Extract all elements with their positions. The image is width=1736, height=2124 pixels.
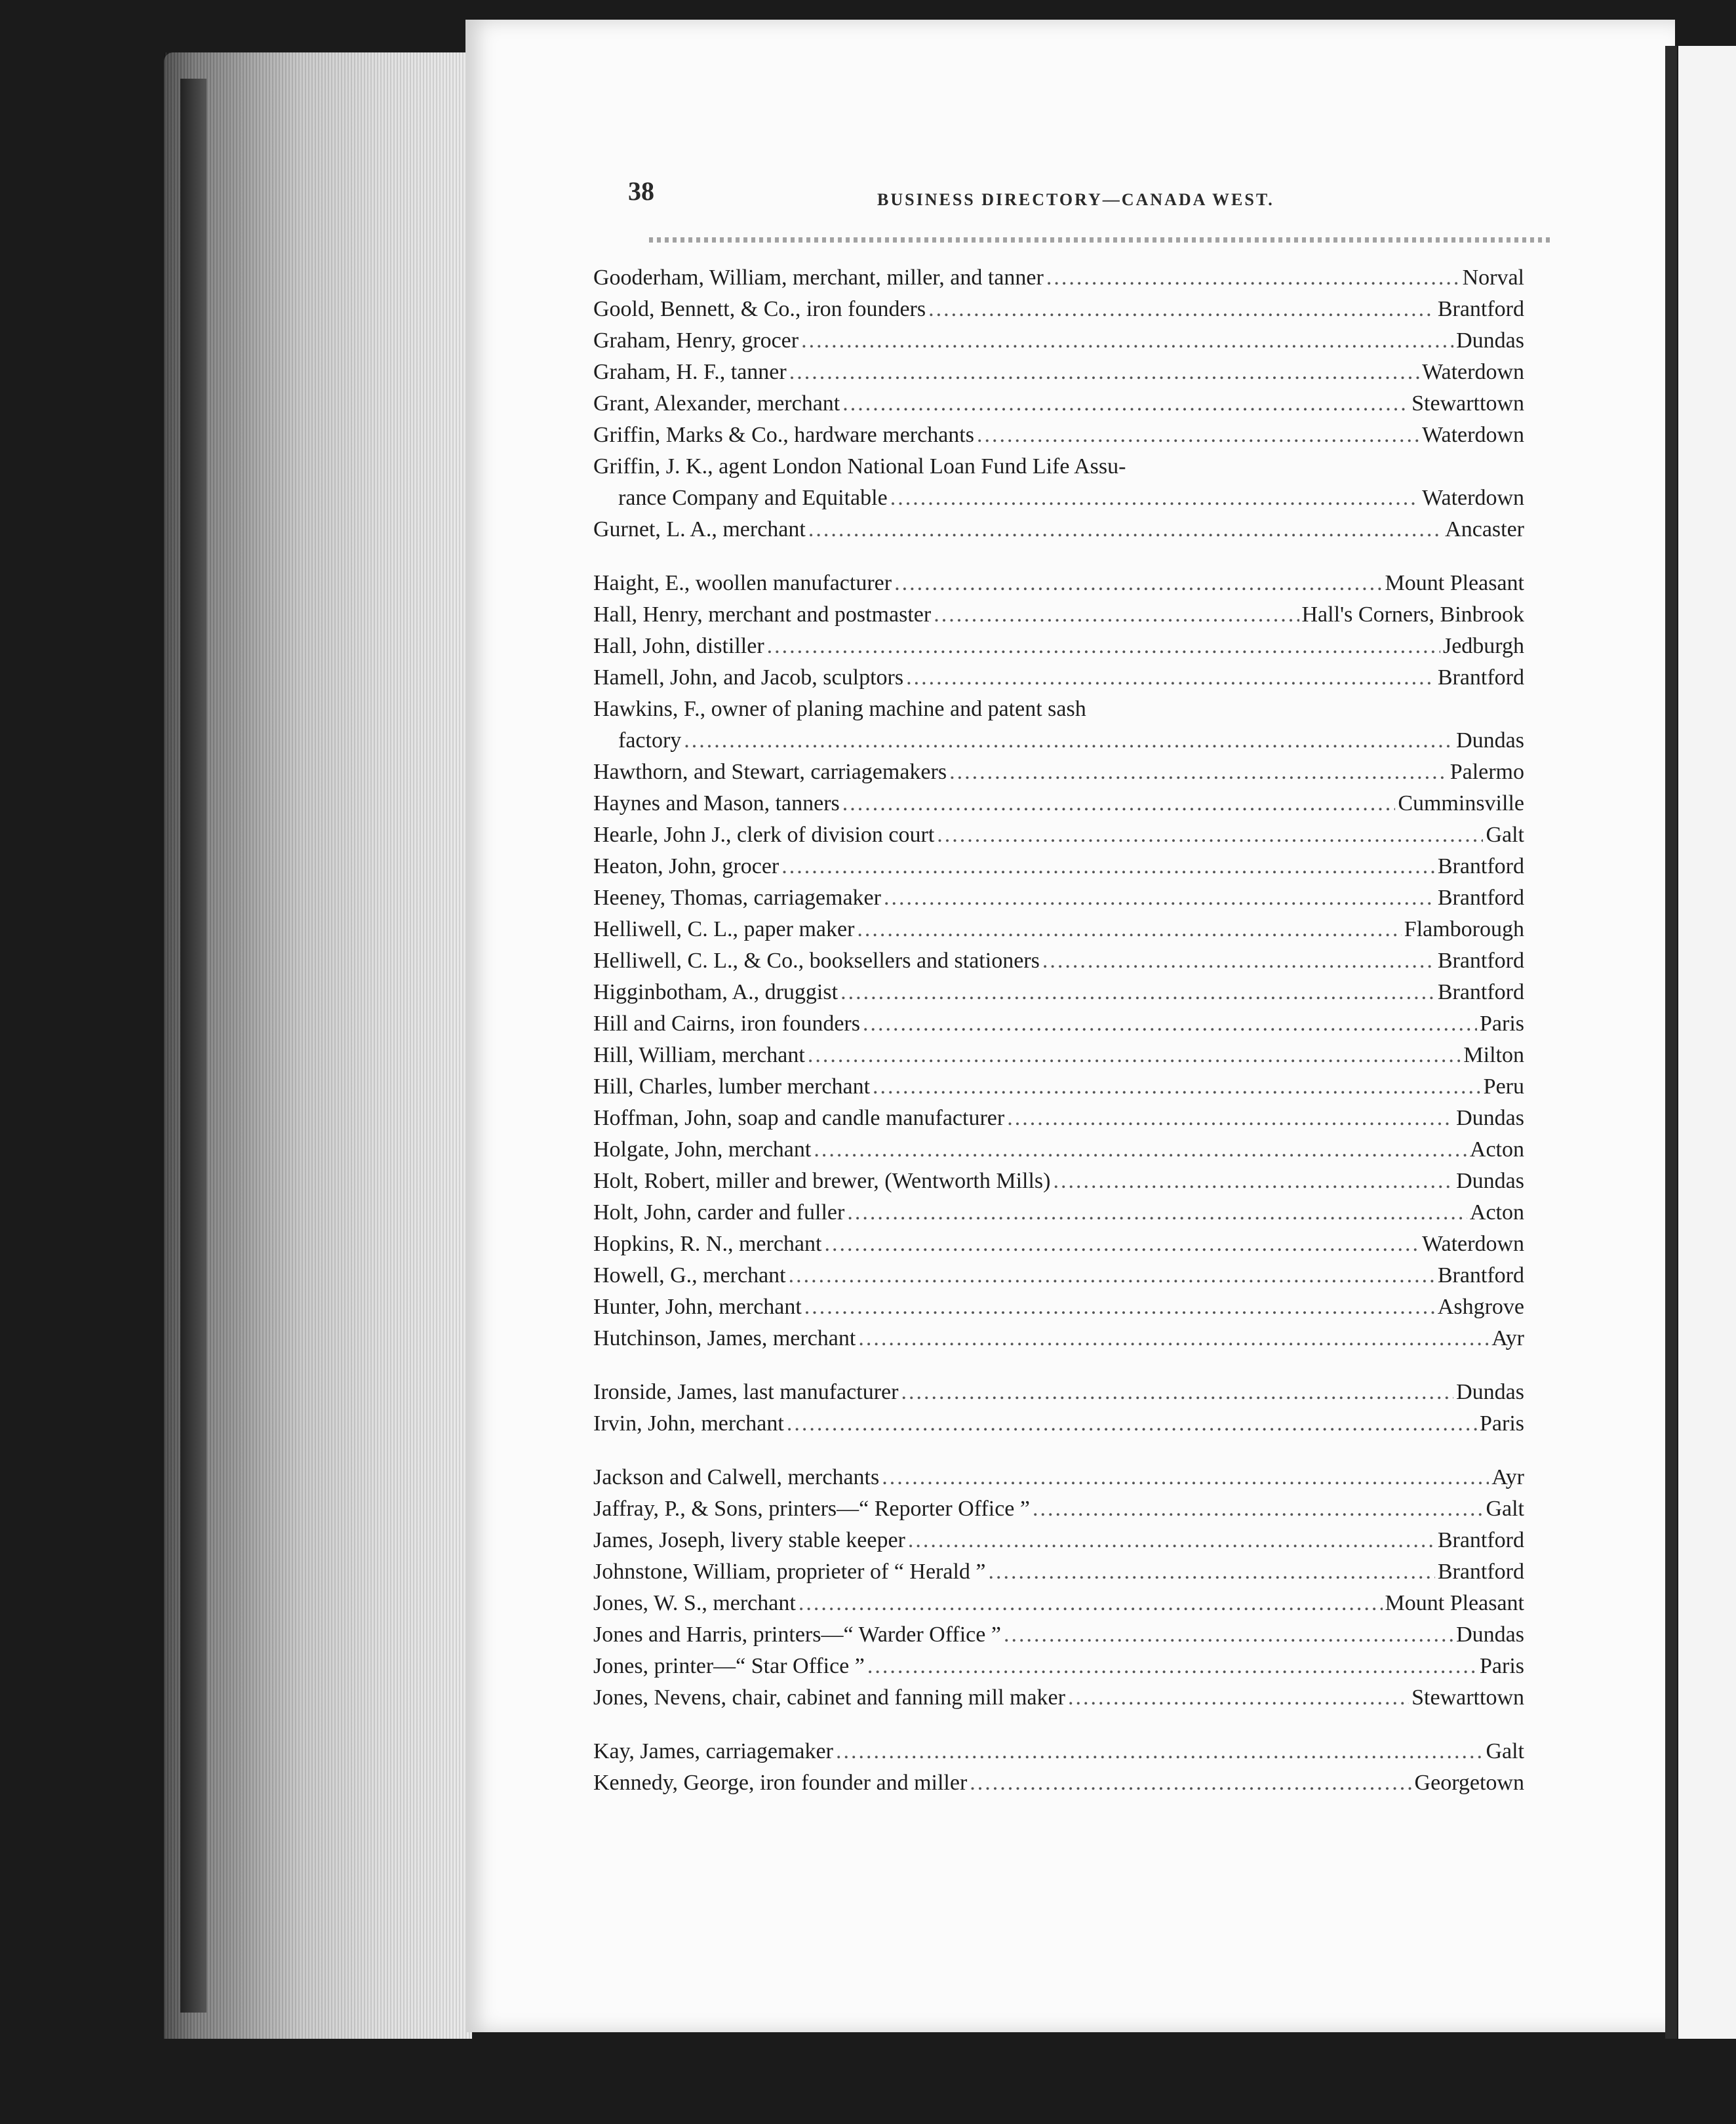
entry-name: Goold, Bennett, & Co., iron founders <box>593 297 926 321</box>
entry-name: Graham, Henry, grocer <box>593 328 799 353</box>
leader-dots <box>808 1040 1461 1071</box>
list-item <box>593 1103 1524 1134</box>
leader-dots <box>799 1588 1383 1619</box>
entry-place: Georgetown <box>1414 1771 1524 1795</box>
entry-place: Ancaster <box>1445 517 1524 541</box>
entry-place: Paris <box>1480 1012 1524 1036</box>
entry-place: Dundas <box>1456 728 1524 753</box>
entry-name: Hawthorn, and Stewart, carriagemakers <box>593 760 947 784</box>
leader-dots <box>882 1462 1489 1493</box>
list-item <box>593 1071 1524 1103</box>
entry-name: Higginbotham, A., druggist <box>593 980 838 1004</box>
entry-name: Grant, Alexander, merchant <box>593 391 840 416</box>
leader-dots <box>934 599 1299 631</box>
page-gutter <box>1665 46 1677 2039</box>
list-item <box>593 1493 1524 1525</box>
entry-name: Holgate, John, merchant <box>593 1137 812 1162</box>
entry-name: Jones, printer—“ Star Office ” <box>593 1654 865 1678</box>
entry-place: Ayr <box>1491 1465 1524 1489</box>
entry-name: Hunter, John, merchant <box>593 1295 802 1319</box>
entry-place: Galt <box>1486 1739 1524 1763</box>
entry-place: Acton <box>1469 1200 1524 1225</box>
list-item <box>593 294 1524 325</box>
list-item <box>593 388 1524 420</box>
entry-place: Brantford <box>1437 1263 1524 1288</box>
leader-dots <box>1042 945 1435 977</box>
leader-dots <box>989 1556 1435 1588</box>
leader-dots <box>814 1134 1467 1166</box>
leader-dots <box>890 482 1419 514</box>
list-item <box>593 1462 1524 1493</box>
entry-place: Brantford <box>1437 1560 1524 1584</box>
list-item <box>593 1619 1524 1651</box>
leader-dots <box>1068 1682 1409 1714</box>
entry-place: Brantford <box>1437 665 1524 690</box>
entry-place: Waterdown <box>1422 1232 1524 1256</box>
list-item <box>593 1323 1524 1354</box>
entry-name: James, Joseph, livery stable keeper <box>593 1528 905 1552</box>
entry-name: factory <box>618 728 682 753</box>
leader-dots <box>928 294 1435 325</box>
list-item <box>593 514 1524 545</box>
list-item <box>593 851 1524 882</box>
page-number: 38 <box>628 176 654 206</box>
leader-dots <box>801 325 1453 357</box>
entry-name: Gurnet, L. A., merchant <box>593 517 806 541</box>
entry-place: Cumminsville <box>1398 791 1524 816</box>
entry-name: Johnstone, William, proprieter of “ Herald ” <box>593 1560 986 1584</box>
list-item <box>593 1588 1524 1619</box>
entry-place: Dundas <box>1456 1622 1524 1647</box>
leader-dots <box>804 1291 1435 1323</box>
spine-shadow <box>180 79 207 2013</box>
entry-place: Ayr <box>1491 1326 1524 1350</box>
leader-dots <box>867 1651 1477 1682</box>
header-rule <box>649 237 1554 243</box>
entry-name: Howell, G., merchant <box>593 1263 786 1288</box>
section-gap <box>593 545 1524 568</box>
list-item <box>593 914 1524 945</box>
leader-dots <box>847 1197 1467 1229</box>
leader-dots <box>857 914 1401 945</box>
list-item <box>593 1166 1524 1197</box>
entry-place: Paris <box>1480 1654 1524 1678</box>
entry-name: Jackson and Calwell, merchants <box>593 1465 880 1489</box>
leader-dots <box>1033 1493 1483 1525</box>
entry-place: Norval <box>1462 266 1524 290</box>
entry-name: Haynes and Mason, tanners <box>593 791 840 816</box>
leader-dots <box>901 1377 1453 1408</box>
entry-name: Hamell, John, and Jacob, sculptors <box>593 665 904 690</box>
facing-page <box>1678 46 1736 2039</box>
entry-name: Hill, William, merchant <box>593 1043 805 1067</box>
entry-place: Dundas <box>1456 1169 1524 1193</box>
leader-dots <box>937 819 1483 851</box>
leader-dots <box>840 977 1435 1008</box>
directory-list <box>593 262 1524 1799</box>
entry-name: Helliwell, C. L., paper maker <box>593 917 855 941</box>
list-item <box>593 1197 1524 1229</box>
leader-dots <box>1046 262 1460 294</box>
entry-place: Stewarttown <box>1411 391 1524 416</box>
entry-name: Griffin, J. K., agent London National Loan Fund Life Assu- <box>593 454 1126 479</box>
entry-place: Waterdown <box>1422 423 1524 447</box>
entry-name: Irvin, John, merchant <box>593 1411 784 1436</box>
running-title: BUSINESS DIRECTORY—CANADA WEST. <box>877 190 1274 209</box>
leader-dots <box>949 757 1448 788</box>
list-item <box>593 1408 1524 1440</box>
list-item <box>593 1682 1524 1714</box>
list-item <box>593 1736 1524 1767</box>
entry-name: Graham, H. F., tanner <box>593 360 787 384</box>
leader-dots <box>684 725 1453 757</box>
entry-place: Palermo <box>1450 760 1524 784</box>
leader-dots <box>858 1323 1489 1354</box>
entry-name: Ironside, James, last manufacturer <box>593 1380 899 1404</box>
list-item <box>593 420 1524 451</box>
section-gap <box>593 1714 1524 1736</box>
entry-name: Hutchinson, James, merchant <box>593 1326 856 1350</box>
leader-dots <box>836 1736 1484 1767</box>
entry-place: Mount Pleasant <box>1385 1591 1524 1615</box>
section-gap <box>593 1440 1524 1462</box>
entry-name: Holt, John, carder and fuller <box>593 1200 845 1225</box>
entry-name: Haight, E., woollen manufacturer <box>593 571 892 595</box>
list-item <box>593 1377 1524 1408</box>
entry-place: Hall's Corners, Binbrook <box>1301 602 1524 627</box>
leader-dots <box>824 1229 1419 1260</box>
entry-name: Helliwell, C. L., & Co., booksellers and stationers <box>593 949 1040 973</box>
entry-name: Griffin, Marks & Co., hardware merchants <box>593 423 974 447</box>
entry-place: Peru <box>1483 1074 1524 1099</box>
leader-dots <box>970 1767 1411 1799</box>
entry-name: Hoffman, John, soap and candle manufacturer <box>593 1106 1005 1130</box>
leader-dots <box>789 1260 1435 1291</box>
entry-place: Acton <box>1469 1137 1524 1162</box>
list-item <box>593 1134 1524 1166</box>
list-item <box>593 599 1524 631</box>
entry-place: Jedburgh <box>1442 634 1524 658</box>
leader-dots <box>863 1008 1477 1040</box>
list-item <box>593 631 1524 662</box>
leader-dots <box>781 851 1435 882</box>
entry-name: Kay, James, carriagemaker <box>593 1739 833 1763</box>
entry-name: Hill, Charles, lumber merchant <box>593 1074 871 1099</box>
entry-place: Waterdown <box>1422 486 1524 510</box>
list-item <box>593 1525 1524 1556</box>
list-item <box>593 788 1524 819</box>
entry-place: Brantford <box>1437 949 1524 973</box>
entry-name: Hall, John, distiller <box>593 634 764 658</box>
entry-name: Jones and Harris, printers—“ Warder Office ” <box>593 1622 1001 1647</box>
entry-place: Stewarttown <box>1411 1685 1524 1710</box>
list-item <box>593 568 1524 599</box>
entry-place: Brantford <box>1437 980 1524 1004</box>
leader-dots <box>894 568 1382 599</box>
leader-dots <box>1004 1619 1453 1651</box>
entry-place: Brantford <box>1437 886 1524 910</box>
book-page-edges <box>164 52 472 2039</box>
entry-place: Flamborough <box>1404 917 1524 941</box>
entry-name: Kennedy, George, iron founder and miller <box>593 1771 968 1795</box>
leader-dots <box>906 662 1435 694</box>
leader-dots <box>808 514 1442 545</box>
list-item <box>593 262 1524 294</box>
entry-place: Milton <box>1463 1043 1524 1067</box>
list-item <box>593 819 1524 851</box>
entry-place: Ashgrove <box>1437 1295 1524 1319</box>
entry-name: Hearle, John J., clerk of division court <box>593 823 935 847</box>
entry-name: Hopkins, R. N., merchant <box>593 1232 822 1256</box>
entry-name: Hawkins, F., owner of planing machine and patent sash <box>593 697 1086 721</box>
leader-dots <box>789 357 1419 388</box>
entry-place: Brantford <box>1437 297 1524 321</box>
entry-place: Brantford <box>1437 854 1524 878</box>
leader-dots <box>787 1408 1477 1440</box>
list-item <box>593 451 1524 482</box>
section-gap <box>593 1354 1524 1377</box>
leader-dots <box>884 882 1435 914</box>
leader-dots <box>908 1525 1435 1556</box>
entry-name: Jones, Nevens, chair, cabinet and fanning mill maker <box>593 1685 1065 1710</box>
entry-place: Dundas <box>1456 1380 1524 1404</box>
list-item <box>593 357 1524 388</box>
list-item <box>593 1008 1524 1040</box>
list-item <box>593 694 1524 725</box>
entry-name: Jones, W. S., merchant <box>593 1591 796 1615</box>
entry-place: Galt <box>1486 823 1524 847</box>
entry-name: Heaton, John, grocer <box>593 854 779 878</box>
list-item <box>593 325 1524 357</box>
entry-name: rance Company and Equitable <box>618 486 888 510</box>
leader-dots <box>1007 1103 1453 1134</box>
leader-dots <box>767 631 1440 662</box>
entry-place: Mount Pleasant <box>1385 571 1524 595</box>
leader-dots <box>842 788 1396 819</box>
entry-name: Hall, Henry, merchant and postmaster <box>593 602 932 627</box>
list-item <box>593 945 1524 977</box>
list-item <box>593 1260 1524 1291</box>
entry-name: Hill and Cairns, iron founders <box>593 1012 860 1036</box>
list-item <box>593 1767 1524 1799</box>
list-item <box>593 1229 1524 1260</box>
entry-name: Holt, Robert, miller and brewer, (Wentworth Mills) <box>593 1169 1051 1193</box>
list-item <box>593 977 1524 1008</box>
leader-dots <box>842 388 1409 420</box>
page-header <box>628 176 1323 215</box>
list-item <box>593 757 1524 788</box>
entry-place: Brantford <box>1437 1528 1524 1552</box>
leader-dots <box>1053 1166 1453 1197</box>
list-item <box>593 1556 1524 1588</box>
entry-place: Galt <box>1486 1497 1524 1521</box>
leader-dots <box>873 1071 1481 1103</box>
list-item <box>593 1040 1524 1071</box>
list-item <box>593 1651 1524 1682</box>
entry-place: Dundas <box>1456 1106 1524 1130</box>
entry-name: Jaffray, P., & Sons, printers—“ Reporter Office ” <box>593 1497 1030 1521</box>
list-item <box>593 1291 1524 1323</box>
list-item <box>593 882 1524 914</box>
list-item-continuation <box>593 725 1524 757</box>
entry-place: Waterdown <box>1422 360 1524 384</box>
leader-dots <box>977 420 1419 451</box>
entry-name: Heeney, Thomas, carriagemaker <box>593 886 881 910</box>
list-item-continuation <box>593 482 1524 514</box>
entry-name: Gooderham, William, merchant, miller, and tanner <box>593 266 1044 290</box>
entry-place: Paris <box>1480 1411 1524 1436</box>
list-item <box>593 662 1524 694</box>
entry-place: Dundas <box>1456 328 1524 353</box>
